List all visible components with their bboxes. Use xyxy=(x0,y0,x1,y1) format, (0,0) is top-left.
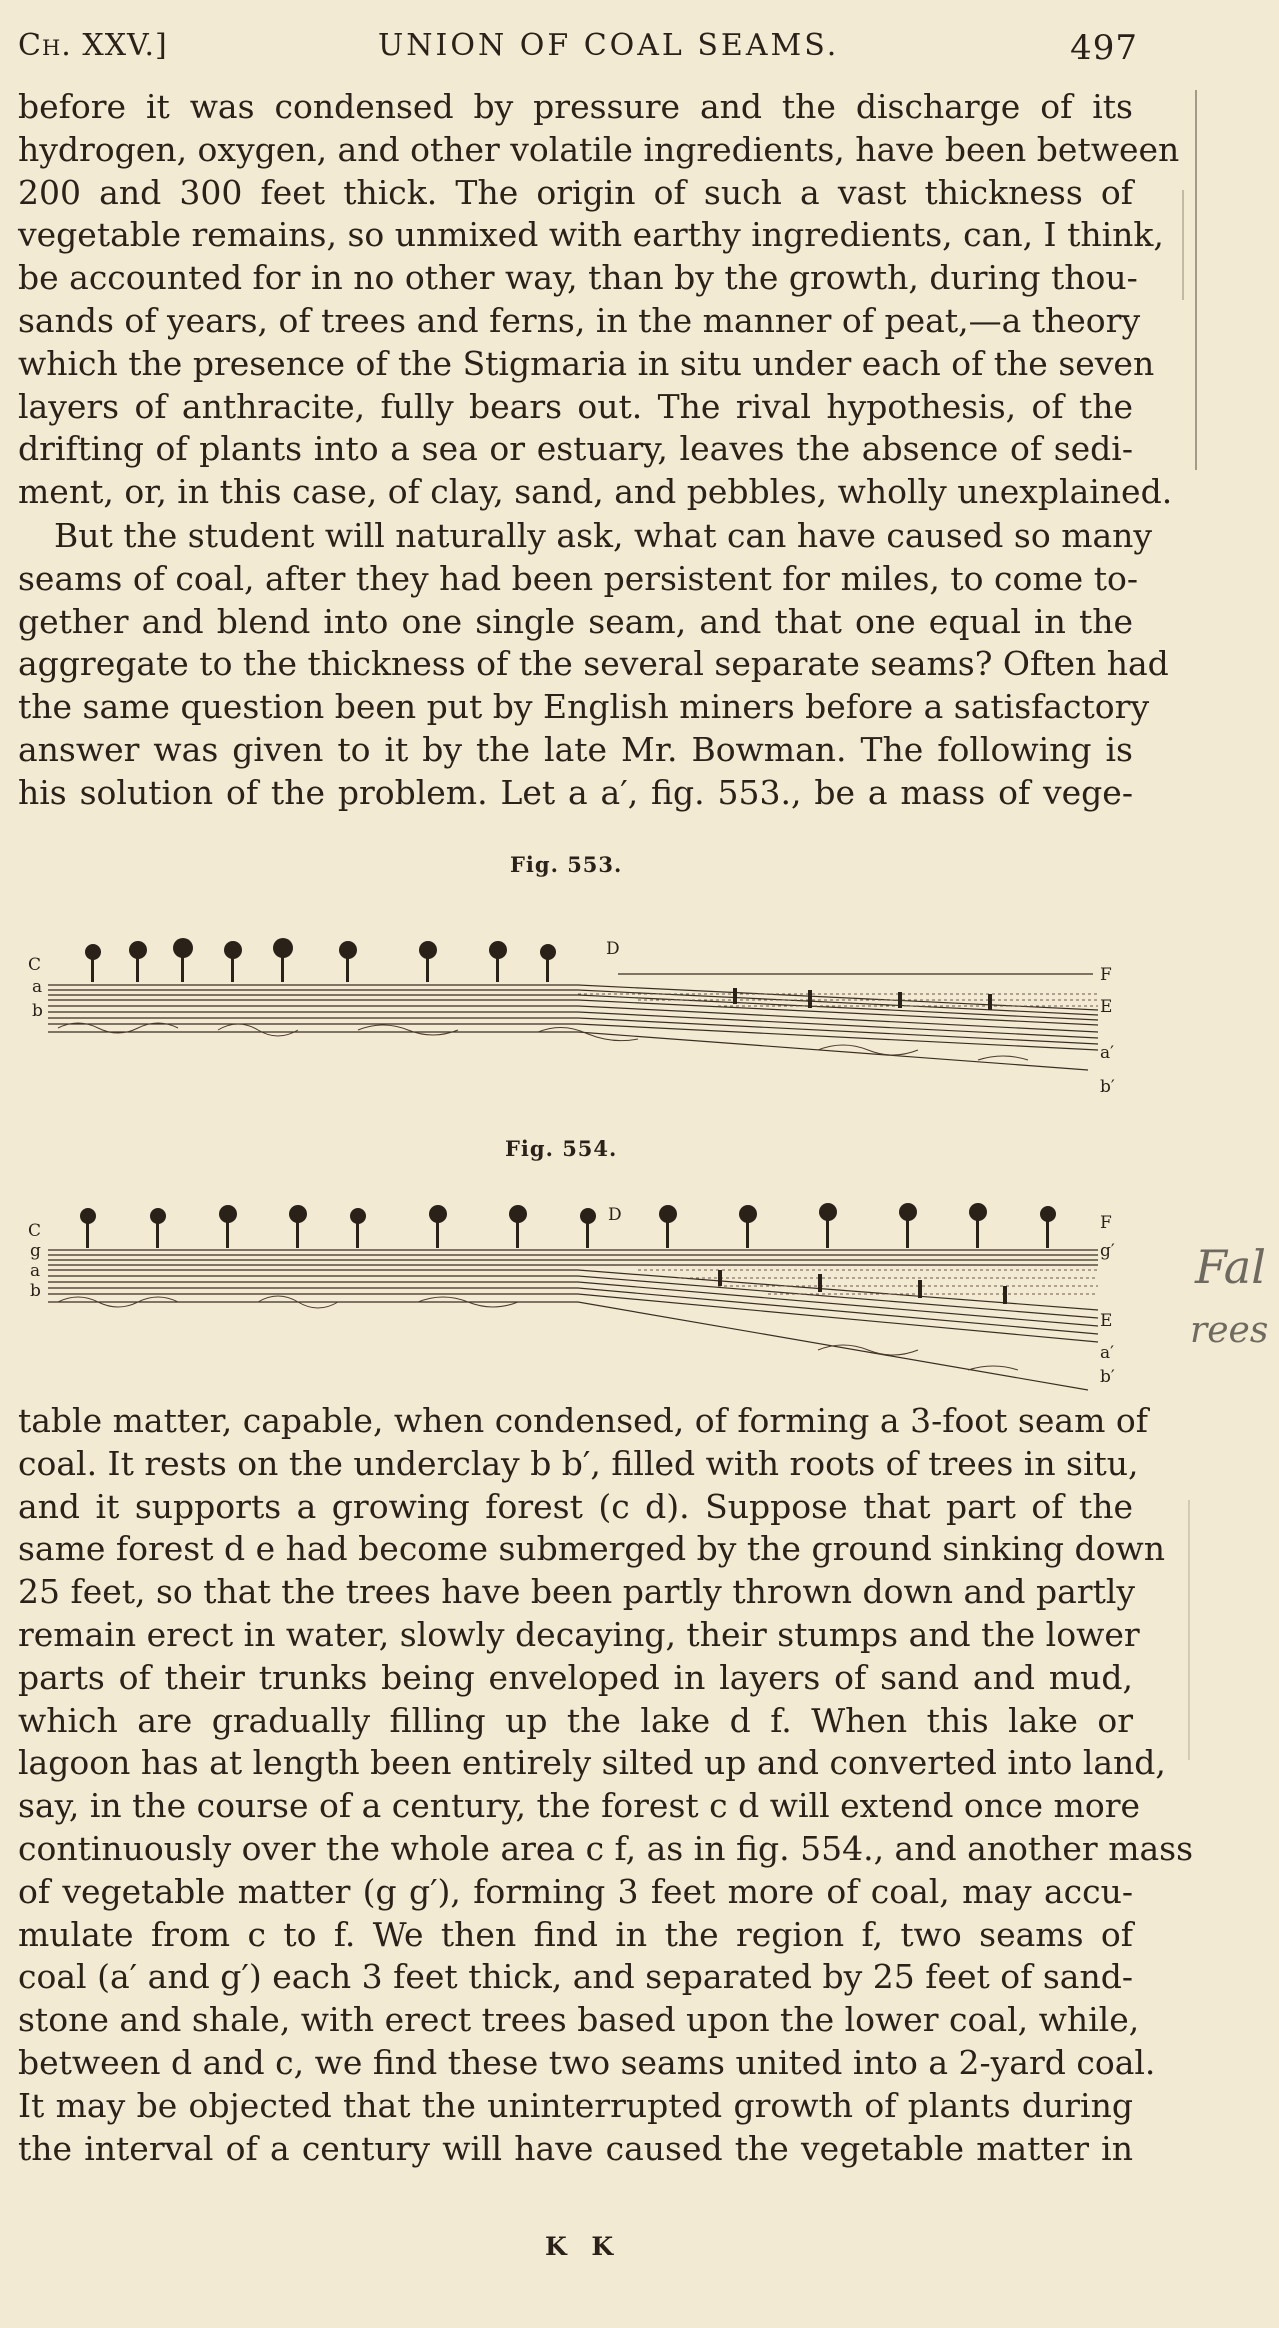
text-line: the same question been put by English miners before a satisfactory xyxy=(18,687,1150,727)
text-line: mulate from c to f. We then find in the region f, two seams of xyxy=(18,1914,1133,1954)
text-line: parts of their trunks being enveloped in layers of sand and mud, xyxy=(18,1657,1133,1697)
text-line: remain erect in water, slowly decaying, their stumps and the lower xyxy=(18,1614,1140,1654)
text-line: layers of anthracite, fully bears out. The rival hypothesis, of the xyxy=(18,386,1133,426)
chapter-label: Ch. XXV.] xyxy=(18,28,168,63)
text-line: say, in the course of a century, the forest c d will extend once more xyxy=(18,1786,1141,1826)
text-line: the interval of a century will have caused the vegetable matter in xyxy=(18,2128,1133,2168)
text-line: before it was condensed by pressure and the discharge of its xyxy=(18,87,1133,126)
text-line: But the student will naturally ask, what can have caused so many xyxy=(54,516,1153,555)
text-line: and it supports a growing forest (c d). Suppose that part of the xyxy=(18,1486,1133,1526)
page-number: 497 xyxy=(1070,28,1138,68)
text-line: answer was given to it by the late Mr. Bowman. The following is xyxy=(18,729,1133,769)
label-f: F xyxy=(1100,1213,1112,1233)
text-line: which the presence of the Stigmaria in situ under each of the seven xyxy=(18,343,1155,383)
fig-553-caption: Fig. 553. xyxy=(510,852,623,877)
root-zone xyxy=(58,1023,1028,1060)
text-line: gether and blend into one single seam, and that one equal in the xyxy=(18,601,1133,641)
label-f: F xyxy=(1100,965,1112,985)
upper-strata-lines xyxy=(48,1250,1098,1265)
text-line: table matter, capable, when condensed, of forming a 3-foot seam of xyxy=(18,1401,1148,1440)
label-a: a xyxy=(32,977,43,997)
page-title: UNION OF COAL SEAMS. xyxy=(378,28,840,63)
text-line: hydrogen, oxygen, and other volatile ingredients, have been between xyxy=(18,129,1180,169)
margin-bleed-mark xyxy=(1188,1500,1190,1760)
text-line: sands of years, of trees and ferns, in the manner of peat,—a theory xyxy=(18,300,1141,340)
label-a-prime: a′ xyxy=(1100,1343,1114,1363)
text-line: ment, or, in this case, of clay, sand, and pebbles, wholly unexplained. xyxy=(18,472,1173,512)
text-line: continuously over the whole area c f, as in fig. 554., and another mass xyxy=(18,1828,1194,1868)
label-a-prime: a′ xyxy=(1100,1043,1114,1063)
label-g: g xyxy=(30,1241,41,1261)
forest-canopy xyxy=(85,938,556,982)
label-b-prime: b′ xyxy=(1100,1077,1115,1097)
label-b: b xyxy=(30,1281,41,1301)
text-line: vegetable remains, so unmixed with earthy ingredients, can, I think, xyxy=(18,215,1164,255)
label-e: E xyxy=(1100,997,1113,1017)
text-line: of vegetable matter (g g′), forming 3 feet more of coal, may accu- xyxy=(18,1871,1133,1911)
text-line: seams of coal, after they had been persistent for miles, to come to- xyxy=(18,558,1138,598)
text-line: It may be objected that the uninterrupted growth of plants during xyxy=(18,2085,1133,2125)
label-g-prime: g′ xyxy=(1100,1241,1115,1261)
text-line: lagoon has at length been entirely silted up and converted into land, xyxy=(18,1743,1166,1783)
text-line: aggregate to the thickness of the several separate seams? Often had xyxy=(18,644,1169,684)
text-line: which are gradually filling up the lake d f. When this lake or xyxy=(18,1700,1133,1740)
paragraph-solution xyxy=(18,1400,1194,2170)
label-d: D xyxy=(608,1205,622,1225)
margin-note-line2: rees xyxy=(1190,1310,1269,1351)
label-e: E xyxy=(1100,1311,1113,1331)
text-line: coal (a′ and g′) each 3 feet thick, and separated by 25 feet of sand- xyxy=(18,1957,1133,1997)
text-line: his solution of the problem. Let a a′, fig. 553., be a mass of vege- xyxy=(18,772,1133,812)
text-line: coal. It rests on the underclay b b′, filled with roots of trees in situ, xyxy=(18,1443,1139,1483)
text-line: same forest d e had become submerged by the ground sinking down xyxy=(18,1529,1165,1569)
text-line: between d and c, we find these two seams united into a 2-yard coal. xyxy=(18,2042,1156,2082)
fig-553-illustration xyxy=(18,920,1158,1110)
sand-layer xyxy=(638,1270,1098,1294)
margin-note-line1: Fal xyxy=(1195,1240,1266,1294)
margin-bleed-mark xyxy=(1195,90,1197,470)
paragraph-question xyxy=(18,515,1169,815)
text-line: 200 and 300 feet thick. The origin of such a vast thickness of xyxy=(18,172,1133,212)
signature-mark: K K xyxy=(545,2232,622,2261)
fig-554-caption: Fig. 554. xyxy=(505,1136,618,1161)
label-a: a xyxy=(30,1261,41,1281)
text-line: drifting of plants into a sea or estuary, leaves the absence of sedi- xyxy=(18,429,1133,469)
label-c: C xyxy=(28,955,42,975)
text-line: 25 feet, so that the trees have been partly thrown down and partly xyxy=(18,1572,1136,1612)
forest-canopy xyxy=(80,1203,1056,1248)
label-c: C xyxy=(28,1221,42,1241)
fig-554-illustration xyxy=(18,1190,1158,1410)
label-b-prime: b′ xyxy=(1100,1367,1115,1387)
label-b: b xyxy=(32,1001,43,1021)
text-line: be accounted for in no other way, than by the growth, during thou- xyxy=(18,258,1138,298)
label-d: D xyxy=(606,939,620,959)
text-line: stone and shale, with erect trees based upon the lower coal, while, xyxy=(18,2000,1140,2040)
strata-lines xyxy=(48,985,1098,1070)
paragraph-continued xyxy=(18,86,1180,514)
lower-strata-lines xyxy=(48,1270,1098,1390)
running-header xyxy=(18,28,1138,76)
margin-bleed-mark xyxy=(1182,190,1184,300)
